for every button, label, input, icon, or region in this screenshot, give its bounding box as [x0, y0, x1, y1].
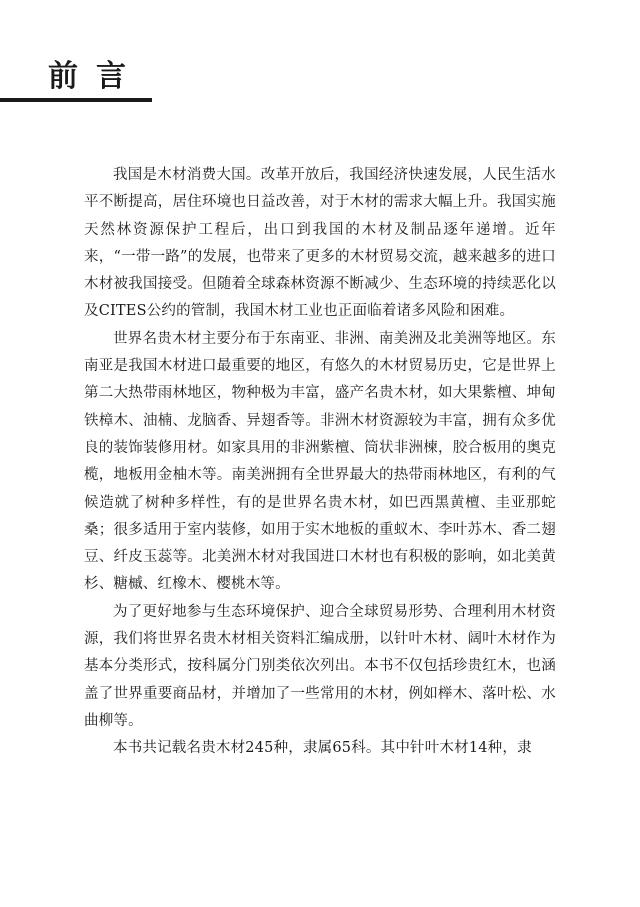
- preface-body: [84, 162, 556, 763]
- paragraph-4: 本书共记载名贵木材245种，隶属65科。其中针叶木材14种，隶: [113, 740, 532, 757]
- paragraph-3: 为了更好地参与生态环境保护、迎合全球贸易形势、合理利用木材资源，我们将世界名贵木材相关资料汇编成册，以针叶木材、阔叶木材作为基本分类形式，按科属分门别类依次列出。本书不仅包括珍贵红木，也涵盖了世界重要商品材，并增加了一些常用的木材，例如榉木、落叶松、水曲柳等。: [84, 603, 556, 729]
- heading-underline: [0, 98, 152, 102]
- paragraph-1: 我国是木材消费大国。改革开放后，我国经济快速发展，人民生活水平不断提高，居住环境也日益改善，对于木材的需求大幅上升。我国实施天然林资源保护工程后，出口到我国的木材及制品逐年递增。近年来，“一带一路”的发展，也带来了更多的木材贸易交流，越来越多的进口木材被我国接受。但随着全球森林资源不断减少、生态环境的持续恶化以及CITES公约的管制，我国木材工业也正面临着诸多风险和困难。: [84, 167, 556, 320]
- page-heading: [0, 58, 152, 104]
- page-title: 前言: [48, 59, 144, 94]
- paragraph-2: 世界名贵木材主要分布于东南亚、非洲、南美洲及北美洲等地区。东南亚是我国木材进口最重要的地区，有悠久的木材贸易历史，它是世界上第二大热带雨林地区，物种极为丰富，盛产名贵木材，如大果紫檀、坤甸铁樟木、油楠、龙脑香、异翅香等。非洲木材资源较为丰富，拥有众多优良的装饰装修用材。如家具用的非洲紫檀、筒状非洲楝，胶合板用的奥克榄，地板用金柚木等。南美洲拥有全世界最大的热带雨林地区，有利的气候造就了树种多样性，有的是世界名贵木材，如巴西黑黄檀、圭亚那蛇桑；很多适用于室内装修，如用于实木地板的重蚁木、李叶苏木、香二翅豆、纤皮玉蕊等。北美洲木材对我国进口木材也有积极的影响，如北美黄杉、糖槭、红橡木、樱桃木等。: [84, 330, 556, 593]
